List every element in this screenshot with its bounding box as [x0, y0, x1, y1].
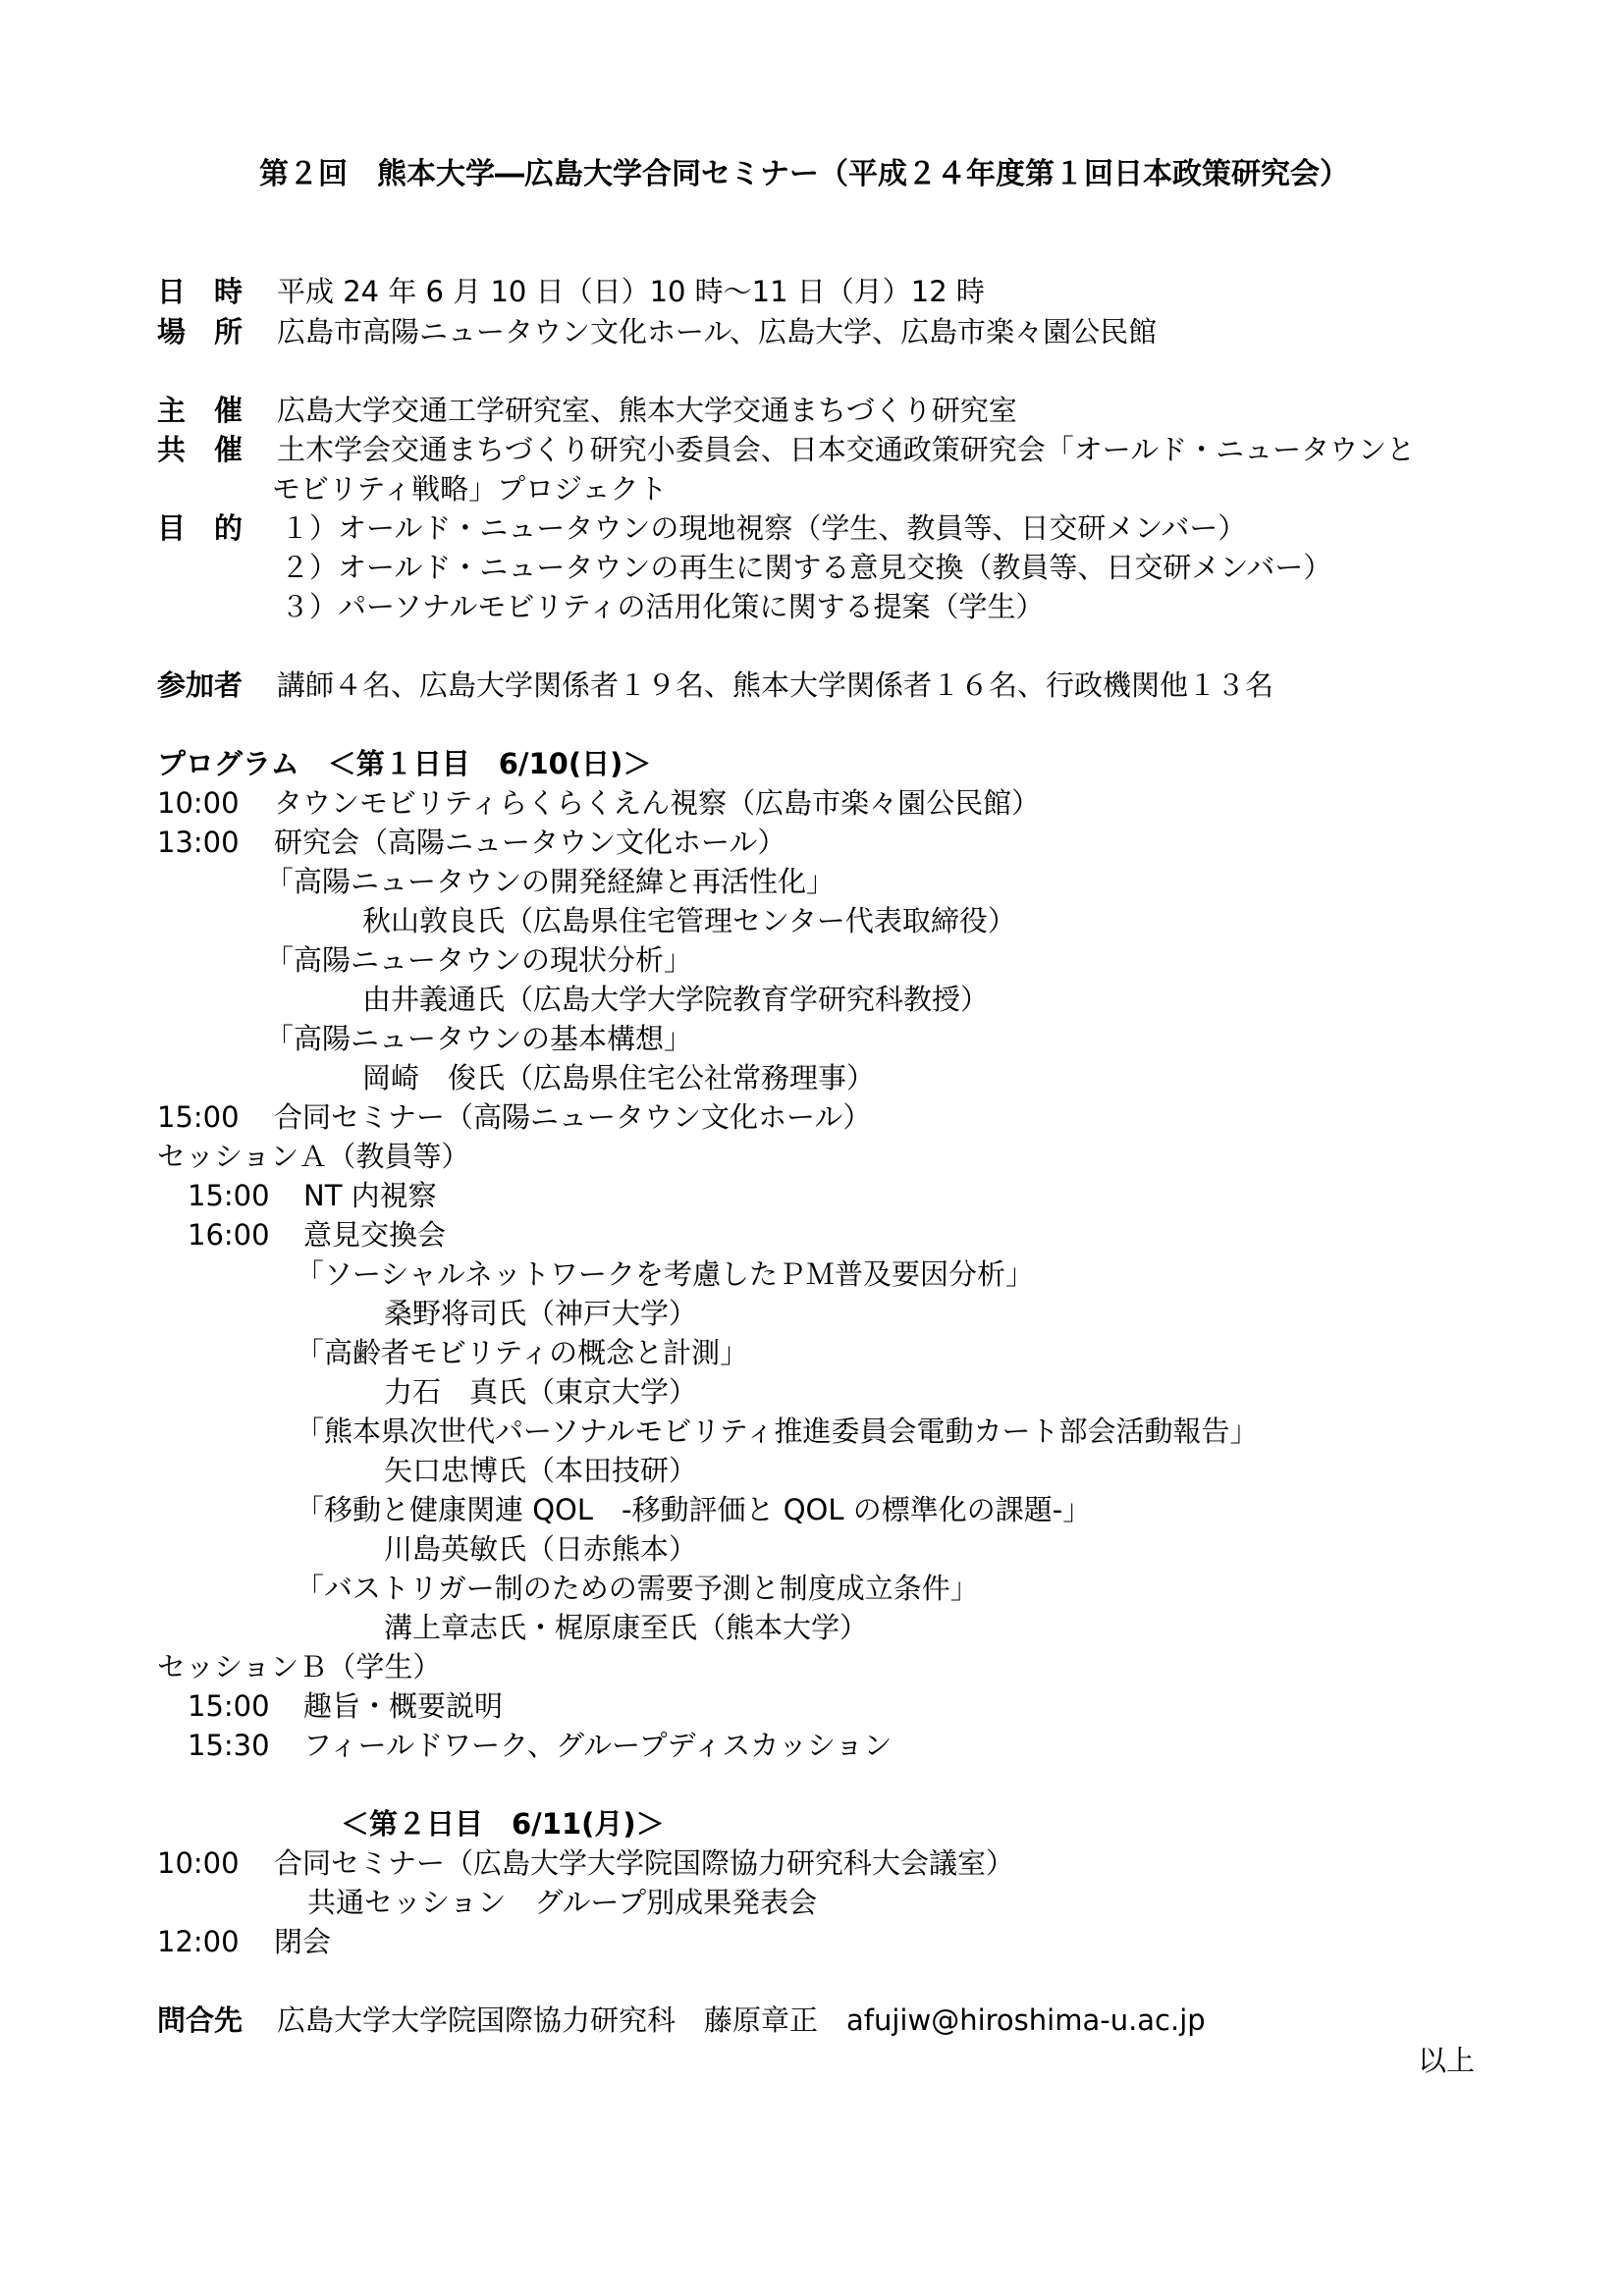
talk-title: 「移動と健康関連 QOL -移動評価と QOL の標準化の課題-」	[296, 1493, 1092, 1526]
day2-heading: ＜第２日目 6/11(月)＞	[341, 1807, 665, 1841]
cohost-line-1: 土木学会交通まちづくり研究小委員会、日本交通政策研究会「オールド・ニュータウンと	[277, 433, 1416, 466]
datetime-label: 日 時	[157, 275, 243, 308]
time-label: 13:00	[157, 826, 240, 859]
speaker: 川島英敏氏（日赤熊本）	[384, 1532, 698, 1566]
speaker: 矢口忠博氏（本田技研）	[384, 1454, 698, 1487]
cohost-line-2: モビリティ戦略」プロジェクト	[272, 472, 668, 506]
page-title: 第２回 熊本大学―広島大学合同セミナー（平成２４年度第１回日本政策研究会）	[259, 157, 1349, 191]
purpose-item: ２）オールド・ニュータウンの再生に関する意見交換（教員等、日交研メンバー）	[281, 551, 1332, 584]
schedule-event: 閉会	[274, 1925, 332, 1958]
talk-title: 「高齢者モビリティの概念と計測」	[296, 1336, 749, 1369]
place-label: 場 所	[157, 315, 243, 348]
closing-mark: 以上	[1418, 2044, 1476, 2077]
talk-title: 「高陽ニュータウンの開発経緯と再活性化」	[265, 865, 836, 898]
program-heading: プログラム ＜第１日目 6/10(日)＞	[157, 747, 652, 780]
speaker: 秋山敦良氏（広島県住宅管理センター代表取締役）	[362, 904, 1016, 937]
schedule-event: NT 内視察	[303, 1179, 437, 1212]
speaker: 桑野将司氏（神戸大学）	[384, 1297, 698, 1330]
purpose-item: １）オールド・ニュータウンの現地視察（学生、教員等、日交研メンバー）	[281, 511, 1247, 545]
speaker: 岡崎 俊氏（広島県住宅公社常務理事）	[362, 1061, 876, 1095]
speaker: 由井義通氏（広島大学大学院教育学研究科教授）	[362, 983, 990, 1016]
schedule-event: 研究会（高陽ニュータウン文化ホール）	[274, 826, 786, 859]
talk-title: 「ソーシャルネットワークを考慮したＰＭ普及要因分析」	[296, 1257, 1034, 1291]
session-b-heading: セッションＢ（学生）	[157, 1650, 442, 1683]
host-label: 主 催	[157, 394, 243, 427]
participants-label: 参加者	[157, 668, 243, 702]
schedule-sub-event: 共通セッション グループ別成果発表会	[307, 1886, 818, 1919]
talk-title: 「熊本県次世代パーソナルモビリティ推進委員会電動カート部会活動報告」	[296, 1415, 1259, 1448]
purpose-label: 目 的	[157, 511, 243, 545]
cohost-label: 共 催	[157, 433, 243, 466]
time-label: 12:00	[157, 1925, 240, 1958]
time-label: 10:00	[157, 786, 240, 820]
session-a-heading: セッションＡ（教員等）	[157, 1140, 470, 1173]
schedule-event: 意見交換会	[303, 1218, 447, 1252]
time-label: 15:30	[188, 1729, 270, 1762]
time-label: 15:00	[188, 1689, 270, 1723]
time-label: 15:00	[157, 1100, 240, 1134]
schedule-event: 趣旨・概要説明	[303, 1689, 504, 1723]
time-label: 10:00	[157, 1846, 240, 1880]
schedule-event: タウンモビリティらくらくえん視察（広島市楽々園公民館）	[274, 786, 1041, 820]
schedule-event: フィールドワーク、グループディスカッション	[303, 1729, 893, 1762]
schedule-event: 合同セミナー（高陽ニュータウン文化ホール）	[274, 1100, 872, 1134]
speaker: 溝上章志氏・梶原康至氏（熊本大学）	[384, 1611, 869, 1644]
host-value: 広島大学交通工学研究室、熊本大学交通まちづくり研究室	[277, 394, 1017, 427]
time-label: 16:00	[188, 1218, 270, 1252]
contact-label: 問合先	[157, 2003, 243, 2037]
datetime-value: 平成 24 年 6 月 10 日（日）10 時～11 日（月）12 時	[277, 275, 985, 308]
speaker: 力石 真氏（東京大学）	[384, 1375, 698, 1409]
contact-value: 広島大学大学院国際協力研究科 藤原章正 afujiw@hiroshima-u.ac.jp	[277, 2003, 1206, 2037]
talk-title: 「高陽ニュータウンの現状分析」	[265, 943, 693, 977]
place-value: 広島市高陽ニュータウン文化ホール、広島大学、広島市楽々園公民館	[277, 315, 1158, 348]
participants-value: 講師４名、広島大学関係者１９名、熊本大学関係者１６名、行政機関他１３名	[277, 668, 1274, 702]
schedule-event: 合同セミナー（広島大学大学院国際協力研究科大会議室）	[274, 1846, 1015, 1880]
talk-title: 「バストリガー制のための需要予測と制度成立条件」	[296, 1572, 979, 1605]
time-label: 15:00	[188, 1179, 270, 1212]
purpose-item: ３）パーソナルモビリティの活用化策に関する提案（学生）	[281, 590, 1045, 623]
talk-title: 「高陽ニュータウンの基本構想」	[265, 1022, 693, 1055]
